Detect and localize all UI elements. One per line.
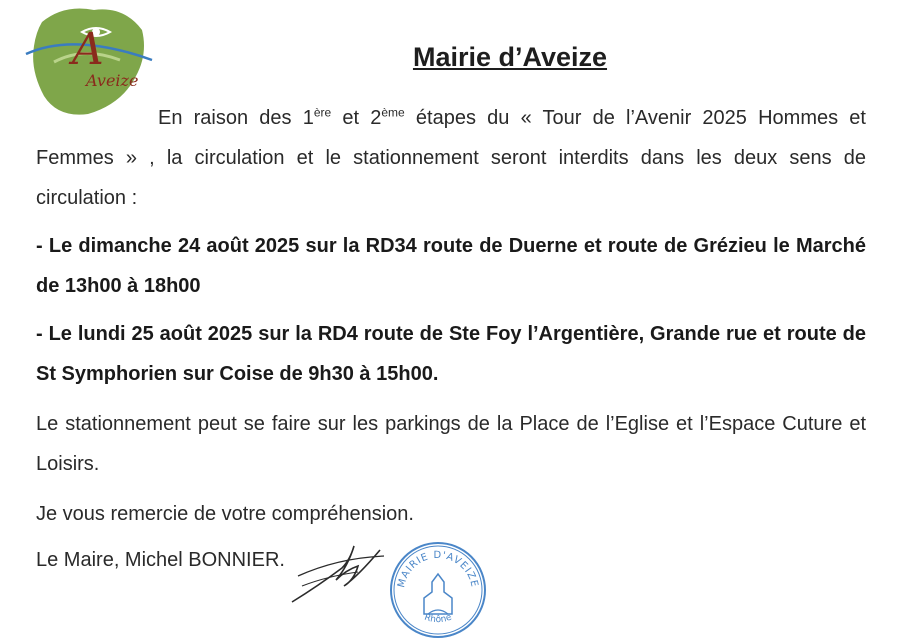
- intro-paragraph: En raison des 1ère et 2ème étapes du « Tour de l’Avenir 2025 Hommes et Femmes » , la circulation et le stationnement seront interdits dans les deux sens de circulation :: [36, 105, 866, 209]
- page-title: Mairie d’Aveize: [412, 42, 608, 72]
- parking-paragraph: Le stationnement peut se faire sur les parkings de la Place de l’Eglise et l’Espace Cuture et Loisirs.: [36, 413, 866, 475]
- signoff-line: Le Maire, Michel BONNIER.: [36, 549, 285, 571]
- logo-text: Aveize: [86, 71, 139, 90]
- stamp-top-text: MAIRIE D'AVEIZE: [396, 549, 480, 589]
- church-icon: [424, 574, 452, 614]
- thanks-line: Je vous remercie de votre compréhension.: [36, 503, 414, 525]
- closure-item-monday: - Le lundi 25 août 2025 sur la RD4 route de Ste Foy l’Argentière, Grande rue et route de St Symphorien sur Coise de 9h30 à 15h00.: [36, 323, 866, 385]
- svg-text:A: A: [72, 24, 104, 75]
- stamp-bottom-text: Rhône: [422, 612, 454, 626]
- mayor-signature: [288, 536, 388, 608]
- town-hall-stamp: [388, 540, 488, 640]
- svg-text:MAIRIE D'AVEIZE: [396, 550, 480, 589]
- closure-item-sunday: - Le dimanche 24 août 2025 sur la RD34 route de Duerne et route de Grézieu le Marché de 13h00 à 18h00: [36, 235, 866, 297]
